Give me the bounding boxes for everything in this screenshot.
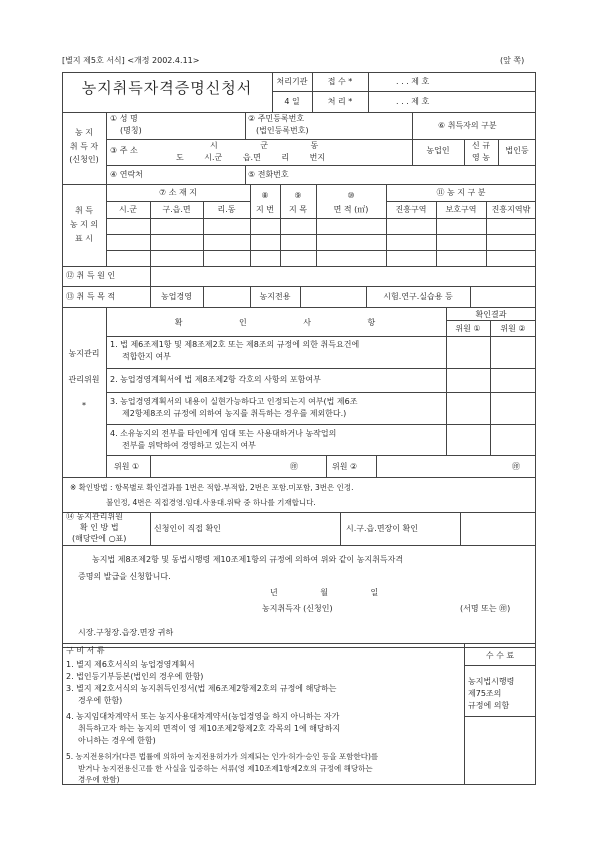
attachment-5-cont: 받거나 농지전용신고를 한 사실을 입증하는 서류(영 제10조제1항제2호의 규정에 해당하는 xyxy=(78,764,373,773)
phone-label: ⑤ 전화번호 xyxy=(248,170,289,179)
attachment-3-cont: 경우에 한함) xyxy=(78,696,123,705)
verify-item-2: 2. 농업경영계획서에 법 제8조제2항 각호의 사항의 포함여부 xyxy=(110,375,321,384)
reg-no-sub-label: (법인등록번호) xyxy=(256,126,309,135)
method-label-2: 확 인 방 법 xyxy=(80,523,119,532)
page-title: 농지취득자격증명신청서 xyxy=(81,79,253,97)
seal-1: ㊞ xyxy=(290,462,298,471)
zoning-col-1: 진흥구역 xyxy=(395,205,427,214)
purpose-farming[interactable]: 농업경영 xyxy=(161,292,192,301)
land-label-1: 취 득 xyxy=(75,206,93,215)
processing-days: 4 일 xyxy=(284,97,300,106)
addressee: 시장.구청장.읍장.면장 귀하 xyxy=(78,628,174,637)
declaration-line-1: 농지법 제8조제2항 및 동법시행령 제10조제1항의 규정에 의하여 위와 같이 농지취득자격 xyxy=(92,555,404,564)
land-category-label: 지 목 xyxy=(289,205,307,214)
committee-label-2: 관리위원 xyxy=(68,375,100,384)
contact-label: ④ 연락처 xyxy=(110,170,143,179)
verify-item-4: 4. 소유농지의 전부를 타인에게 임대 또는 사용대하거나 농작업의 xyxy=(110,429,337,438)
member-1-col: 위원 ① xyxy=(455,324,481,333)
process-field[interactable]: . . . 제 호 xyxy=(396,97,430,106)
attachment-1: 1. 별지 제6호서식의 농업경영계획서 xyxy=(66,660,195,669)
committee-label-1: 농지관리 xyxy=(68,349,100,358)
purpose-research[interactable]: 시험.연구.실습용 등 xyxy=(383,292,453,301)
attachment-4-cont-2: 아니하는 경우에 한함) xyxy=(78,736,156,745)
land-label-3: 표 시 xyxy=(75,234,93,243)
verify-item-3-cont: 제2항제8조의 규정에 의하여 농지를 취득하는 경우를 제외한다.) xyxy=(122,409,347,418)
note-line-2: 불인정, 4번은 직접경영.임대.사용대.위탁 중 하나를 기재합니다. xyxy=(106,498,316,507)
committee-label-3: * xyxy=(82,401,86,410)
land-label-2: 농 지 의 xyxy=(69,220,99,229)
farmer-option[interactable]: 농업인 xyxy=(426,146,450,155)
corp-option[interactable]: 법인등 xyxy=(505,146,529,155)
location-col-si: 시.군 xyxy=(119,205,137,214)
applicant-label-2: 취 득 자 xyxy=(69,142,99,151)
verify-item-4-cont: 전부를 위탁하여 경영하고 있는지 여부 xyxy=(122,441,256,450)
receipt-field[interactable]: . . . 제 호 xyxy=(396,77,430,86)
fee-title: 수 수 료 xyxy=(485,651,515,660)
new-farmer-option[interactable]: 신 규 xyxy=(472,141,490,150)
fee-line-1: 농지법시행령 xyxy=(468,677,515,686)
fee-line-3: 규정에 의함 xyxy=(468,701,510,710)
purpose-label: ⑬ 취 득 목 적 xyxy=(66,292,116,301)
note-line-1: ※ 확인방법 : 항목별로 확인결과를 1번은 적합.부적합, 2번은 포함.미포함, 3번은 인정. xyxy=(70,483,354,492)
location-col-ri: 리.동 xyxy=(217,205,236,214)
address-bottom: 도 시.군 읍.면 리 번지 xyxy=(176,153,326,162)
form-number: [별지 제5호 서식] <개정 2002.4.11> xyxy=(62,56,200,65)
fee-line-2: 제75조의 xyxy=(468,689,502,698)
zoning-col-2: 보호구역 xyxy=(445,205,477,214)
lot-label: 지 번 xyxy=(256,205,274,214)
name-sub-label: (명칭) xyxy=(120,126,142,135)
address-label: ③ 주 소 xyxy=(110,146,138,155)
zoning-col-3: 진흥지역밖 xyxy=(491,205,531,214)
attachment-4-cont: 취득하고자 하는 농지의 면적이 영 제10조제2항제2호 각목의 1에 해당하지 xyxy=(78,724,341,733)
lot-number: ⑧ xyxy=(261,191,269,200)
new-farmer-option-2: 영 농 xyxy=(472,153,490,162)
result-header: 확인결과 xyxy=(475,310,507,319)
sign-member-2: 위원 ② xyxy=(332,462,358,471)
member-2-col: 위원 ② xyxy=(500,324,526,333)
attachment-4: 4. 농지임대차계약서 또는 농지사용대차계약서(농업경영을 하지 아니하는 자가 xyxy=(66,712,340,721)
attachment-2: 2. 법인등기부등본(법인의 경우에 한함) xyxy=(66,672,204,681)
applicant-label-1: 농 지 xyxy=(75,128,93,137)
verify-item-1: 1. 법 제6조제1항 및 제8조제2호 또는 제8조의 규정에 의한 취득요건에 xyxy=(110,340,360,349)
method-option-self[interactable]: 신청인이 직접 확인 xyxy=(154,524,221,533)
attachment-5: 5. 농지전용허가(다른 법률에 의하여 농지전용허가가 의제되는 인가·허가·승인 등을 포함한다)를 xyxy=(66,752,379,761)
zoning-header: ⑪ 농 지 구 분 xyxy=(436,188,486,197)
processing-agency-label: 처리기관 xyxy=(276,77,308,86)
declaration-date[interactable]: 년 월 일 xyxy=(270,588,379,597)
location-header: ⑦ 소 재 지 xyxy=(159,188,197,197)
attachment-5-cont-2: 경우에 한함) xyxy=(78,775,120,784)
area-number: ⑩ xyxy=(347,191,355,200)
verify-item-3: 3. 농업경영계획서의 내용이 실현가능하다고 인정되는지 여부(법 제6조 xyxy=(110,397,358,406)
attachment-3: 3. 별지 제2호서식의 농지취득인정서(법 제6조제2항제2호의 규정에 해당하는 xyxy=(66,684,337,693)
applicant-category-label: ⑥ 취득자의 구분 xyxy=(438,121,497,130)
verification-header: 확 인 사 항 xyxy=(174,318,378,327)
method-label-3: (해당란에 ○표) xyxy=(72,534,127,543)
name-label: ① 성 명 xyxy=(110,114,138,123)
signature-label[interactable]: (서명 또는 ㊞) xyxy=(460,604,511,613)
verify-item-1-cont: 적합한지 여부 xyxy=(122,352,171,361)
method-option-official[interactable]: 시.구.읍.면장이 확인 xyxy=(346,524,418,533)
reg-no-label: ② 주민등록번호 xyxy=(248,114,305,123)
declaration-line-2: 증명의 발급을 신청합니다. xyxy=(78,572,171,581)
purpose-conversion[interactable]: 농지전용 xyxy=(259,292,291,301)
location-col-eup: 구.읍.면 xyxy=(162,205,191,214)
applicant-label-3: (신청인) xyxy=(69,155,99,164)
sign-member-1: 위원 ① xyxy=(114,462,140,471)
attachments-title: 구 비 서 류 xyxy=(66,646,105,655)
seal-2: ㊞ xyxy=(512,462,520,471)
method-label-1: ⑭ 농지관리위원 xyxy=(66,512,123,521)
declaration-applicant: 농지취득자 (신청인) xyxy=(262,604,333,613)
land-category-number: ⑨ xyxy=(294,191,302,200)
page-side: (앞 쪽) xyxy=(500,56,525,65)
address-top: 시 군 동 xyxy=(210,141,319,150)
area-label: 면 적 (㎡) xyxy=(333,205,369,214)
reason-label: ⑫ 취 득 원 인 xyxy=(66,271,116,280)
process-label: 처 리 * xyxy=(327,97,353,106)
receipt-label: 접 수 * xyxy=(327,77,353,86)
